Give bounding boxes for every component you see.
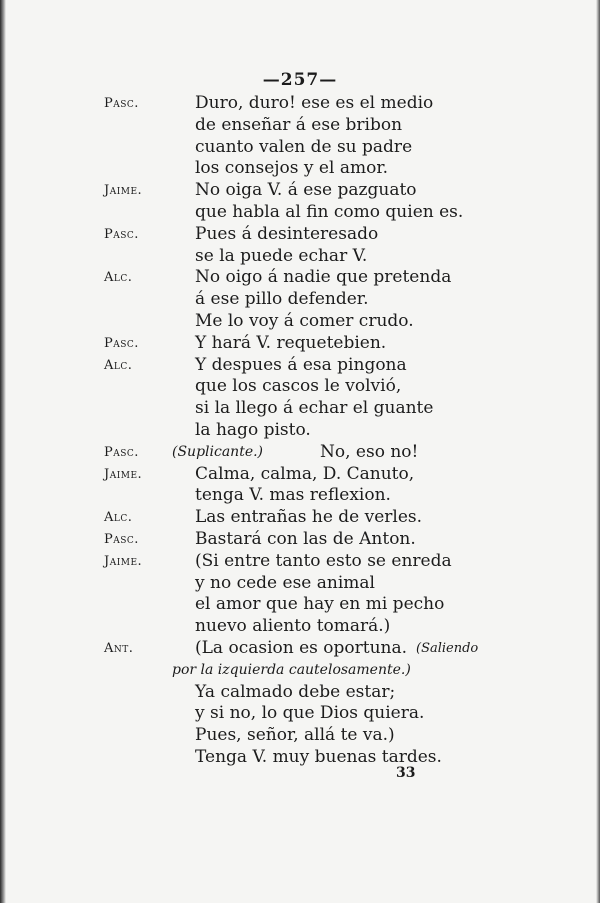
verse-text: (La ocasion es oportuna.: [195, 637, 408, 658]
verse-line: [0, 137, 600, 159]
verse-line: [0, 289, 600, 311]
verse-line: [0, 725, 600, 747]
play-text: [0, 93, 600, 769]
verse-line: [0, 573, 600, 595]
verse-text: Me lo voy á comer crudo.: [195, 310, 414, 331]
stage-direction-line: [0, 660, 600, 682]
verse-text: Y despues á esa pingona: [195, 354, 407, 375]
verse-text: nuevo aliento tomará.): [195, 616, 391, 637]
verse-line: [0, 267, 600, 289]
verse-line: [0, 333, 600, 355]
verse-line: [0, 376, 600, 398]
verse-text: cuanto valen de su padre: [195, 136, 413, 157]
verse-text: Calma, calma, D. Canuto,: [195, 463, 415, 484]
speaker-name: Ant.: [104, 640, 134, 656]
verse-text: se la puede echar V.: [195, 245, 368, 266]
speaker-name: Alc.: [104, 510, 133, 526]
verse-text: que habla al fin como quien es.: [195, 201, 464, 222]
speaker-name: Pasc.: [104, 96, 139, 111]
verse-text: los consejos y el amor.: [195, 158, 388, 179]
verse-line: [0, 529, 600, 551]
verse-text: (Si entre tanto esto se enreda: [195, 550, 452, 571]
verse-line: [0, 420, 600, 442]
stage-direction: por la izquierda cautelosamente.): [172, 661, 411, 678]
verse-text: No, eso no!: [320, 441, 419, 462]
verse-text: Bastará con las de Anton.: [195, 528, 416, 549]
verse-line: [0, 202, 600, 224]
verse-line: [0, 93, 600, 115]
stage-direction: (Saliendo: [416, 640, 479, 656]
verse-line: [0, 115, 600, 137]
verse-text: Ya calmado debe estar;: [195, 681, 396, 702]
verse-line: [0, 180, 600, 202]
verse-line: [0, 246, 600, 268]
verse-text: No oigo á nadie que pretenda: [195, 267, 452, 288]
speaker-name: Pasc.: [104, 531, 139, 547]
signature-mark: 33: [396, 765, 416, 781]
verse-line: [0, 485, 600, 507]
verse-line: [0, 551, 600, 573]
page-number: —257—: [262, 70, 338, 90]
verse-line: [0, 594, 600, 616]
verse-text: Pues á desinteresado: [195, 223, 379, 244]
verse-text: y si no, lo que Dios quiera.: [195, 703, 425, 724]
verse-text: Pues, señor, allá te va.): [195, 725, 395, 746]
verse-text: Duro, duro! ese es el medio: [195, 93, 434, 113]
stage-direction: (Suplicante.): [172, 443, 264, 460]
speaker-name: Jaime.: [104, 183, 143, 199]
speaker-name: Pasc.: [104, 335, 139, 351]
verse-line: [0, 507, 600, 529]
verse-line: [0, 703, 600, 725]
speaker-name: Alc.: [104, 357, 133, 373]
verse-text: á ese pillo defender.: [195, 289, 369, 310]
verse-line: [0, 398, 600, 420]
verse-line: [0, 638, 600, 660]
verse-text: la hago pisto.: [195, 419, 311, 440]
speaker-name: Jaime.: [104, 466, 143, 482]
speaker-name: Alc.: [104, 270, 133, 286]
speaker-name: Pasc.: [104, 226, 139, 242]
verse-line: [0, 747, 600, 769]
verse-text: que los cascos le volvió,: [195, 376, 402, 397]
speaker-name: Jaime.: [104, 553, 143, 569]
verse-line: [0, 311, 600, 333]
verse-text: Tenga V. muy buenas tardes.: [195, 746, 442, 767]
speaker-name: Pasc.: [104, 444, 139, 460]
verse-text: si la llego á echar el guante: [195, 398, 434, 419]
verse-text: el amor que hay en mi pecho: [195, 594, 445, 615]
verse-text: Y hará V. requetebien.: [195, 332, 387, 353]
verse-line: [0, 464, 600, 486]
verse-text: Las entrañas he de verles.: [195, 507, 423, 528]
verse-line: [0, 355, 600, 377]
verse-line: [0, 158, 600, 180]
verse-text: tenga V. mas reflexion.: [195, 485, 391, 506]
verse-line: [0, 682, 600, 704]
verse-text: No oiga V. á ese pazguato: [195, 180, 417, 201]
verse-line: [0, 442, 600, 464]
verse-line: [0, 616, 600, 638]
verse-text: de enseñar á ese bribon: [195, 114, 403, 135]
verse-text: y no cede ese animal: [195, 572, 375, 593]
verse-line: [0, 224, 600, 246]
